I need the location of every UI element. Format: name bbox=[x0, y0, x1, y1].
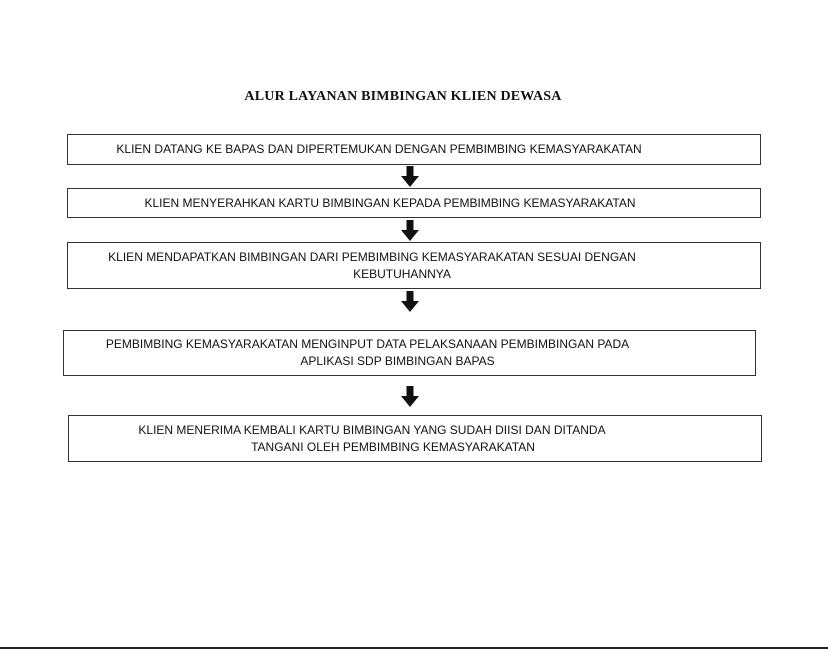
arrow-down-icon bbox=[400, 386, 420, 408]
flow-step-5-text-line1: KLIEN MENERIMA KEMBALI KARTU BIMBINGAN YANG SUDAH DIISI DAN DITANDA bbox=[138, 422, 606, 437]
arrow-down-icon bbox=[400, 291, 420, 313]
diagram-title: ALUR LAYANAN BIMBINGAN KLIEN DEWASA bbox=[244, 89, 562, 104]
flow-step-3-text-line2: KEBUTUHANNYA bbox=[353, 266, 451, 281]
arrow-down-icon bbox=[400, 166, 420, 188]
flow-step-3-text-line1: KLIEN MENDAPATKAN BIMBINGAN DARI PEMBIMBING KEMASYARAKATAN SESUAI DENGAN bbox=[108, 249, 636, 264]
bottom-divider bbox=[0, 647, 828, 649]
flow-step-4-text-line2: APLIKASI SDP BIMBINGAN BAPAS bbox=[300, 354, 495, 368]
flow-step-2-text: KLIEN MENYERAHKAN KARTU BIMBINGAN KEPADA PEMBIMBING KEMASYARAKATAN bbox=[144, 195, 636, 210]
flow-step-5 bbox=[68, 415, 762, 462]
flow-step-5-text-line2: TANGANI OLEH PEMBIMBING KEMASYARAKATAN bbox=[251, 439, 535, 454]
flow-step-4 bbox=[63, 330, 756, 376]
flow-step-1 bbox=[67, 134, 761, 165]
flow-step-2 bbox=[67, 188, 761, 218]
flow-step-1-text: KLIEN DATANG KE BAPAS DAN DIPERTEMUKAN DENGAN PEMBIMBING KEMASYARAKATAN bbox=[116, 142, 642, 156]
flow-step-3 bbox=[67, 242, 761, 289]
arrow-down-icon bbox=[400, 220, 420, 242]
flow-step-4-text-line1: PEMBIMBING KEMASYARAKATAN MENGINPUT DATA PELAKSANAAN PEMBIMBINGAN PADA bbox=[105, 337, 630, 351]
